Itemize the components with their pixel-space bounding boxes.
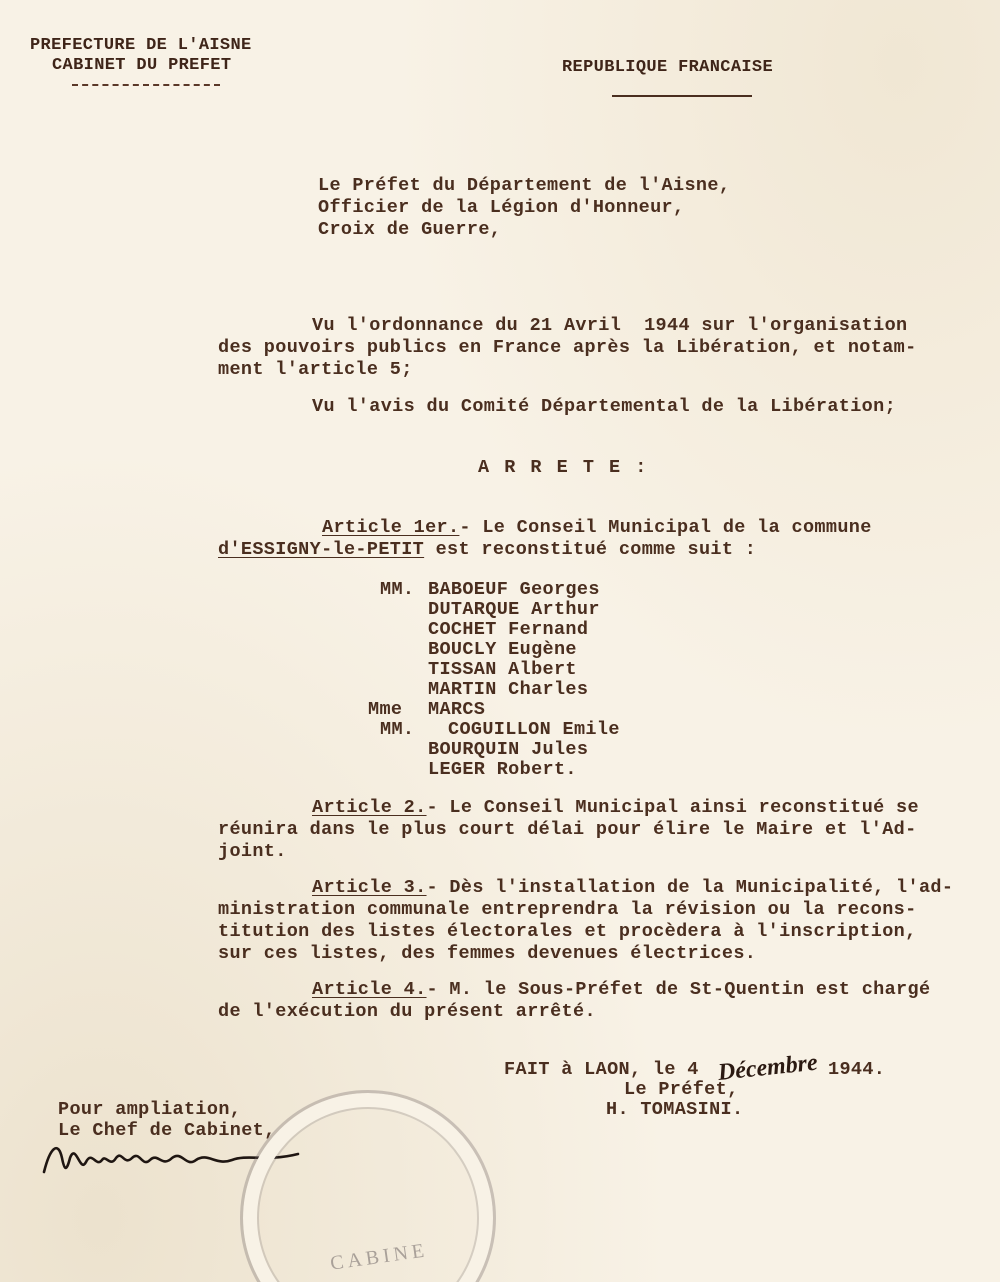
member-name: COGUILLON Emile	[448, 719, 620, 740]
prefet-name: H. TOMASINI.	[606, 1099, 744, 1120]
fait-a-laon: FAIT à LAON, le 4	[504, 1059, 699, 1080]
header-left-dashed-rule	[72, 84, 220, 86]
svg-text:Décembre: Décembre	[716, 1050, 819, 1086]
article-2-line-2: réunira dans le plus court délai pour élire le Maire et l'Ad-	[218, 819, 917, 840]
article-1-line-1: Article 1er.- Le Conseil Municipal de la commune	[322, 517, 872, 538]
header-right-rule	[612, 95, 752, 97]
member-prefix: MM.	[380, 579, 415, 600]
article-4-label: Article 4.	[312, 979, 427, 1000]
member-name: MARTIN Charles	[428, 679, 589, 700]
issuer-line-3: Croix de Guerre,	[318, 219, 502, 240]
member-name: BOURQUIN Jules	[428, 739, 589, 760]
stamp-text: CABINE	[328, 1239, 430, 1275]
article-2-line-1: Article 2.- Le Conseil Municipal ainsi reconstitué se	[312, 797, 919, 818]
vu-avis-line: Vu l'avis du Comité Départemental de la Libération;	[312, 396, 897, 417]
article-3-line-3: titution des listes électorales et procèdera à l'inscription,	[218, 921, 917, 942]
member-prefix: MM.	[380, 719, 415, 740]
closing-year: 1944.	[828, 1059, 886, 1080]
issuer-line-2: Officier de la Légion d'Honneur,	[318, 197, 685, 218]
cabinet-heading: CABINET DU PREFET	[52, 56, 232, 75]
member-prefix: Mme	[368, 699, 403, 720]
article-2-line-3: joint.	[218, 841, 287, 862]
member-name: BOUCLY Eugène	[428, 639, 577, 660]
ampliation-line-2: Le Chef de Cabinet,	[58, 1120, 276, 1141]
article-3-line-4: sur ces listes, des femmes devenues électrices.	[218, 943, 757, 964]
vu-ordonnance-line-1: Vu l'ordonnance du 21 Avril 1944 sur l'organisation	[312, 315, 908, 336]
republic-heading: REPUBLIQUE FRANCAISE	[562, 58, 774, 77]
issuer-line-1: Le Préfet du Département de l'Aisne,	[318, 175, 731, 196]
article-3-line-2: ministration communale entreprendra la révision ou la recons-	[218, 899, 917, 920]
member-name: MARCS	[428, 699, 486, 720]
member-name: TISSAN Albert	[428, 659, 577, 680]
member-name: COCHET Fernand	[428, 619, 589, 640]
vu-ordonnance-line-3: ment l'article 5;	[218, 359, 413, 380]
vu-ordonnance-line-2: des pouvoirs publics en France après la Libération, et notam-	[218, 337, 917, 358]
prefet-role: Le Préfet,	[624, 1079, 739, 1100]
article-1-label: Article 1er.	[322, 517, 460, 538]
article-4-line-2: de l'exécution du présent arrêté.	[218, 1001, 596, 1022]
article-4-line-1: Article 4.- M. le Sous-Préfet de St-Quentin est chargé	[312, 979, 931, 1000]
arrete-heading: A R R E T E :	[478, 457, 649, 478]
article-2-label: Article 2.	[312, 797, 427, 818]
article-3-line-1: Article 3.- Dès l'installation de la Municipalité, l'ad-	[312, 877, 954, 898]
member-name: BABOEUF Georges	[428, 579, 600, 600]
member-name: DUTARQUE Arthur	[428, 599, 600, 620]
article-3-label: Article 3.	[312, 877, 427, 898]
member-name: LEGER Robert.	[428, 759, 577, 780]
prefecture-heading: PREFECTURE DE L'AISNE	[30, 36, 252, 55]
article-1-line-2: d'ESSIGNY-le-PETIT est reconstitué comme suit :	[218, 539, 757, 560]
commune-name: d'ESSIGNY-le-PETIT	[218, 539, 425, 560]
ampliation-line-1: Pour ampliation,	[58, 1099, 242, 1120]
